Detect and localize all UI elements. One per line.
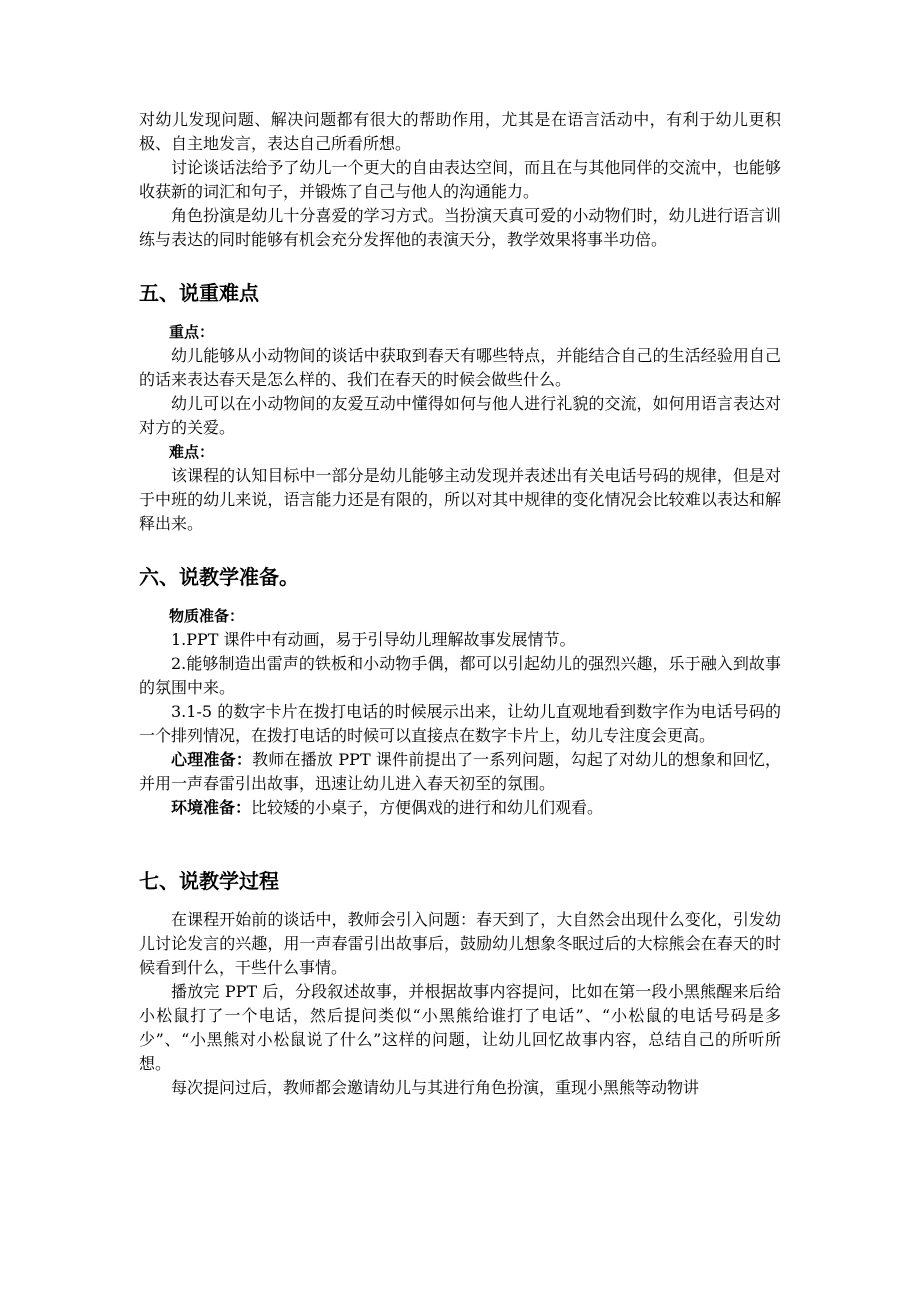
- document-page: [139, 108, 781, 1100]
- paragraph: 讨论谈话法给予了幼儿一个更大的自由表达空间，而且在与其他同伴的交流中，也能够收获新的词汇和句子，并锻炼了自己与他人的沟通能力。: [139, 158, 781, 201]
- psych-prep-paragraph: [139, 748, 781, 796]
- env-prep-paragraph: [139, 796, 781, 820]
- paragraph: 角色扮演是幼儿十分喜爱的学习方式。当扮演天真可爱的小动物们时，幼儿进行语言训练与表达的同时能够有机会充分发挥他的表演天分，教学效果将事半功倍。: [139, 206, 781, 249]
- list-item: 3.1-5 的数字卡片在拨打电话的时候展示出来，让幼儿直观地看到数字作为电话号码的一个排列情况，在拨打电话的时候可以直接点在数字卡片上，幼儿专注度会更高。: [139, 702, 781, 745]
- section-heading-6: 六、说教学准备。: [139, 565, 299, 589]
- list-item: 2.能够制造出雷声的铁板和小动物手偶，都可以引起幼儿的强烈兴趣，乐于融入到故事的氛围中来。: [139, 654, 781, 697]
- env-prep-text: 比较矮的小桌子，方便偶戏的进行和幼儿们观看。: [251, 798, 604, 817]
- section-heading-5: 五、说重难点: [139, 281, 259, 305]
- key-points-label: 重点：: [169, 323, 215, 341]
- paragraph: 每次提问过后，教师都会邀请幼儿与其进行角色扮演，重现小黑熊等动物讲: [171, 1078, 700, 1097]
- paragraph: 播放完 PPT 后，分段叙述故事，并根据故事内容提问，比如在第一段小黑熊醒来后给小松鼠打了一个电话，然后提问类似“小黑熊给谁打了电话”、“小松鼠的电话号码是多少”、“小黑熊对小松鼠说了什么”这样的问题，让幼儿回忆故事内容，总结自己的所听所想。: [139, 982, 781, 1073]
- psych-prep-label: 心理准备：: [171, 750, 253, 769]
- psych-prep-text: 教师在播放 PPT 课件前提出了一系列问题，勾起了对幼儿的想象和回忆，并用一声春雷引出故事，迅速让幼儿进入春天初至的氛围。: [139, 750, 781, 793]
- env-prep-label: 环境准备：: [171, 798, 252, 817]
- paragraph: 该课程的认知目标中一部分是幼儿能够主动发现并表述出有关电话号码的规律，但是对于中班的幼儿来说，语言能力还是有限的，所以对其中规律的变化情况会比较难以表达和解释出来。: [139, 466, 781, 533]
- paragraph: 对幼儿发现问题、解决问题都有很大的帮助作用，尤其是在语言活动中，有利于幼儿更积极、自主地发言，表达自己所看所想。: [139, 110, 781, 153]
- material-prep-label: 物质准备：: [169, 607, 245, 625]
- list-item: 1.PPT 课件中有动画，易于引导幼儿理解故事发展情节。: [171, 630, 576, 649]
- section-heading-7: 七、说教学过程: [139, 869, 279, 893]
- paragraph: 在课程开始前的谈话中，教师会引入问题：春天到了，大自然会出现什么变化，引发幼儿讨论发言的兴趣，用一声春雷引出故事后，鼓励幼儿想象冬眠过后的大棕熊会在春天的时候看到什么，干些什么事情。: [139, 910, 781, 977]
- paragraph: 幼儿可以在小动物间的友爱互动中懂得如何与他人进行礼貌的交流，如何用语言表达对对方的关爱。: [139, 394, 781, 437]
- difficulty-label: 难点：: [169, 443, 215, 461]
- paragraph: 幼儿能够从小动物间的谈话中获取到春天有哪些特点，并能结合自己的生活经验用自己的话来表达春天是怎么样的、我们在春天的时候会做些什么。: [139, 346, 781, 389]
